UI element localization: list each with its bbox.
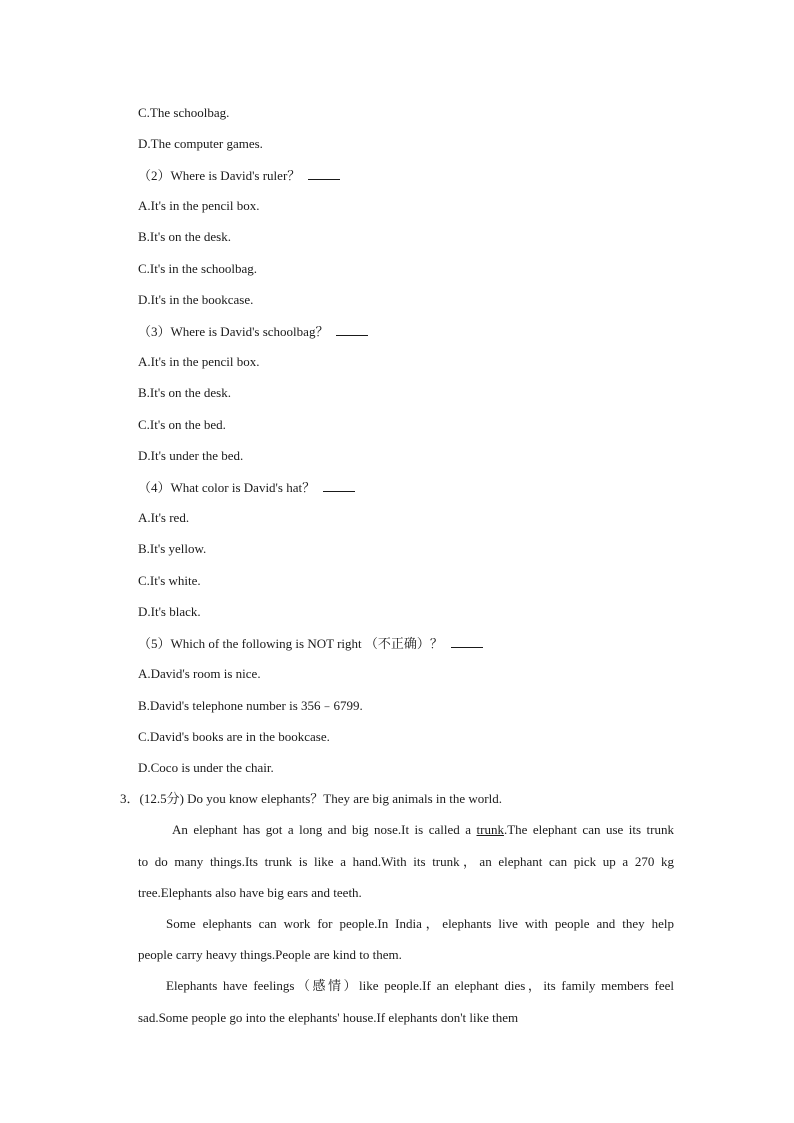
q2-stem: （2）Where is David's ruler？ xyxy=(138,167,340,184)
section3-heading: 3．(12.5分) Do you know elephants？They are big animals in the world. xyxy=(120,791,502,806)
answer-blank[interactable] xyxy=(323,479,355,492)
q5-option-d: D.Coco is under the chair. xyxy=(138,760,274,775)
q3-option-b: B.It's on the desk. xyxy=(138,385,231,400)
q5-stem: （5）Which of the following is NOT right （不正确）？ xyxy=(138,635,483,652)
passage-paragraph-3-line-1: Elephants have feelings（感情）like people.If an elephant dies，its family members feel xyxy=(166,978,674,993)
q5-option-b: B.David's telephone number is 356﹣6799. xyxy=(138,698,363,713)
q4-option-a: A.It's red. xyxy=(138,510,190,525)
passage-paragraph-2-line-2: people carry heavy things.People are kind to them. xyxy=(138,947,402,962)
q2-option-d: D.It's in the bookcase. xyxy=(138,292,254,307)
q1-option-c: C.The schoolbag. xyxy=(138,105,230,120)
q3-option-c: C.It's on the bed. xyxy=(138,417,226,432)
q4-option-b: B.It's yellow. xyxy=(138,541,207,556)
q3-stem: （3）Where is David's schoolbag？ xyxy=(138,323,368,340)
answer-blank[interactable] xyxy=(336,323,368,336)
q1-option-d: D.The computer games. xyxy=(138,136,263,151)
q4-option-d: D.It's black. xyxy=(138,604,201,619)
passage-paragraph-1-line-3: tree.Elephants also have big ears and teeth. xyxy=(138,885,362,900)
passage-paragraph-1-line-1: An elephant has got a long and big nose.It is called a trunk.The elephant can use its trunk xyxy=(172,822,674,837)
answer-blank[interactable] xyxy=(451,635,483,648)
passage-paragraph-1-line-2: to do many things.Its trunk is like a hand.With its trunk，an elephant can pick up a 270 kg xyxy=(138,854,674,869)
q2-option-a: A.It's in the pencil box. xyxy=(138,198,260,213)
q3-option-a: A.It's in the pencil box. xyxy=(138,354,260,369)
q5-option-c: C.David's books are in the bookcase. xyxy=(138,729,330,744)
passage-paragraph-3-line-2: sad.Some people go into the elephants' house.If elephants don't like them xyxy=(138,1010,519,1025)
q4-stem: （4）What color is David's hat？ xyxy=(138,479,355,496)
passage-paragraph-2-line-1: Some elephants can work for people.In India，elephants live with people and they help xyxy=(166,916,674,931)
trunk-underlined-word: trunk xyxy=(476,822,504,837)
q2-option-b: B.It's on the desk. xyxy=(138,229,231,244)
q4-option-c: C.It's white. xyxy=(138,573,201,588)
q3-option-d: D.It's under the bed. xyxy=(138,448,244,463)
q2-option-c: C.It's in the schoolbag. xyxy=(138,261,257,276)
q5-option-a: A.David's room is nice. xyxy=(138,666,261,681)
answer-blank[interactable] xyxy=(308,167,340,180)
